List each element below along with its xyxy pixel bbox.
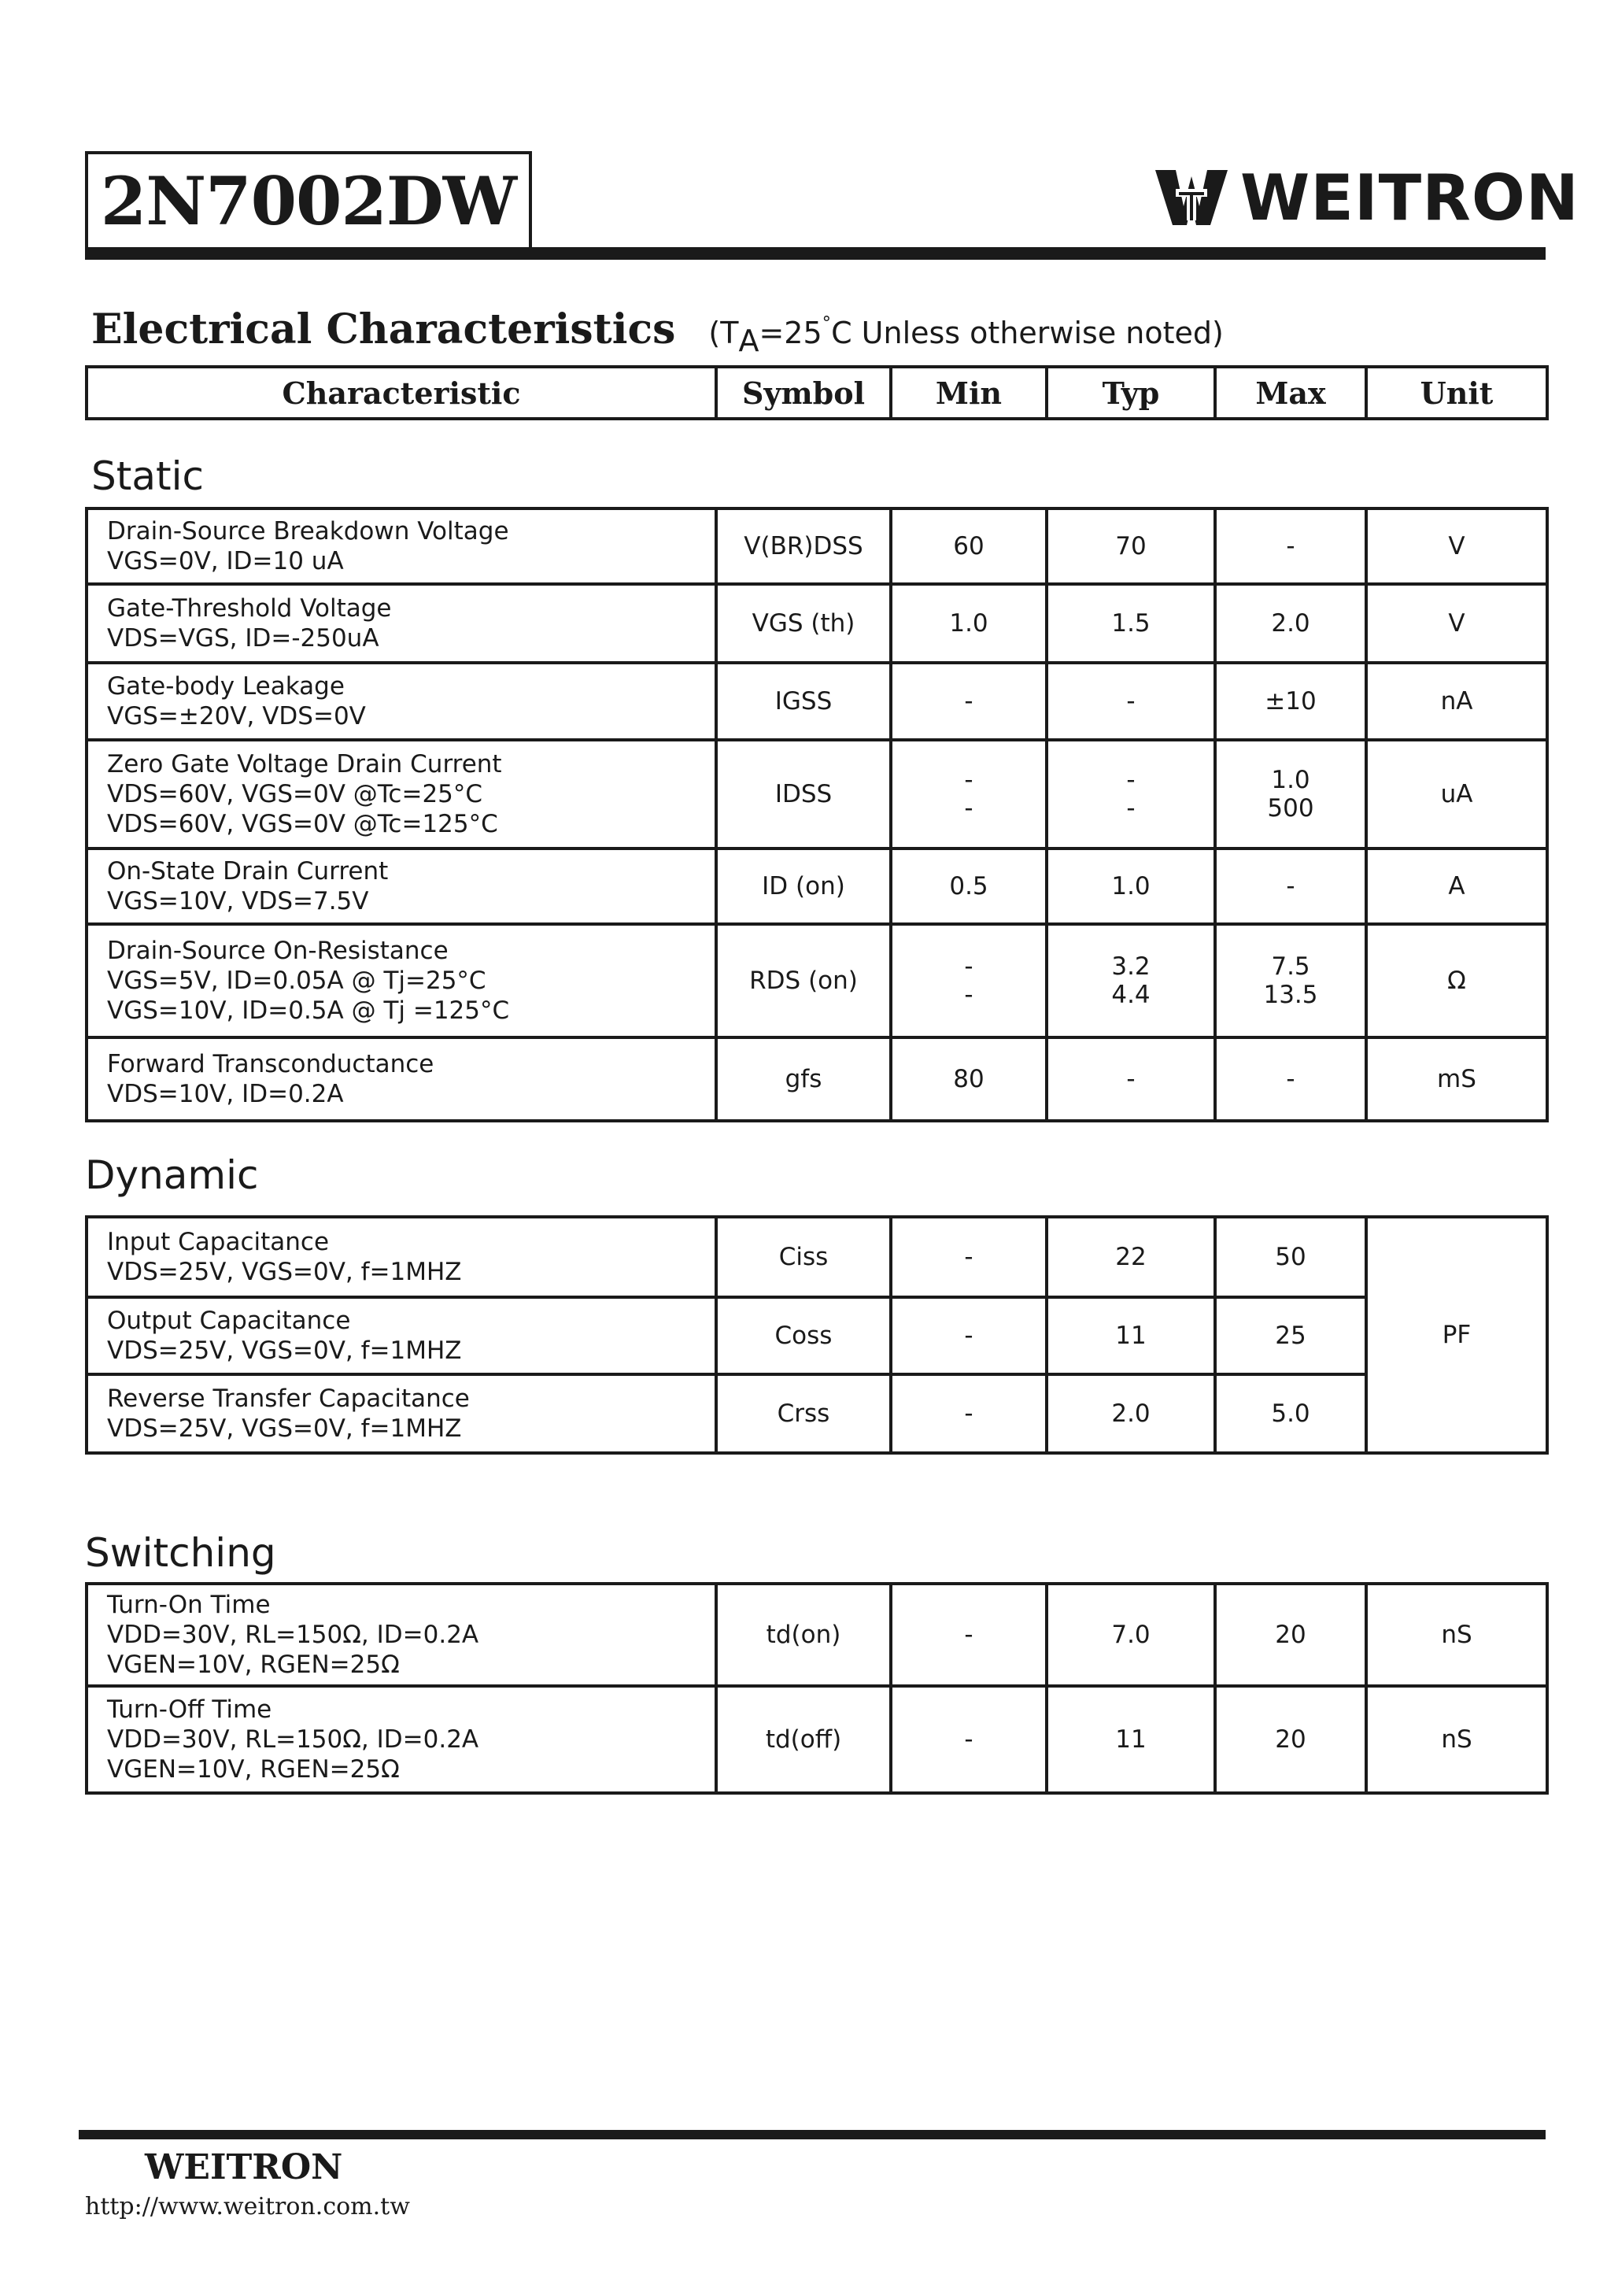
- typ-cell: [1047, 1297, 1215, 1374]
- symbol-cell: RDS (on): [716, 924, 891, 1037]
- typ-value: 11: [1115, 1322, 1147, 1350]
- min-cell: [891, 924, 1047, 1037]
- symbol-cell: td(off): [716, 1686, 891, 1793]
- table-row: [87, 1217, 1547, 1297]
- characteristic-name: Forward Transconductance: [107, 1050, 434, 1078]
- max-value: 20: [1275, 1725, 1306, 1754]
- characteristic-name: Gate-Threshold Voltage: [107, 594, 392, 623]
- table-row: [87, 663, 1547, 740]
- characteristic-cell: [87, 740, 716, 849]
- max-cell: [1215, 1686, 1366, 1793]
- min-value: -: [964, 1621, 973, 1649]
- typ-cell: [1047, 584, 1215, 663]
- max-cell: [1215, 849, 1366, 924]
- typ-cell: [1047, 508, 1215, 584]
- min-cell: [891, 1037, 1047, 1121]
- typ-value: 11: [1115, 1725, 1147, 1754]
- typ-value: -: [1126, 766, 1136, 794]
- min-value: 80: [953, 1065, 984, 1093]
- characteristic-name: Drain-Source On-Resistance: [107, 937, 449, 965]
- max-cell: [1215, 924, 1366, 1037]
- test-condition: VDD=30V, RL=150Ω, ID=0.2A: [107, 1621, 479, 1649]
- typ-cell: [1047, 1037, 1215, 1121]
- characteristic-name: Gate-body Leakage: [107, 672, 345, 701]
- typ-cell: [1047, 1217, 1215, 1297]
- weitron-logo-icon: [1152, 165, 1231, 230]
- max-cell: [1215, 1037, 1366, 1121]
- table-row: [87, 1584, 1547, 1686]
- min-value: -: [964, 1725, 973, 1754]
- max-cell: [1215, 1374, 1366, 1453]
- unit-cell: V: [1366, 584, 1547, 663]
- max-cell: [1215, 740, 1366, 849]
- max-value: 13.5: [1263, 981, 1318, 1009]
- max-cell: [1215, 663, 1366, 740]
- typ-value: 3.2: [1111, 952, 1151, 981]
- footer-rule: [79, 2130, 1546, 2139]
- characteristic-name: Turn-On Time: [107, 1591, 271, 1619]
- typ-cell: [1047, 740, 1215, 849]
- min-cell: [891, 1217, 1047, 1297]
- table-row: [87, 508, 1547, 584]
- max-cell: [1215, 1297, 1366, 1374]
- max-cell: [1215, 1217, 1366, 1297]
- max-value: 50: [1275, 1243, 1306, 1271]
- test-condition: VDS=10V, ID=0.2A: [107, 1080, 344, 1108]
- typ-cell: [1047, 663, 1215, 740]
- characteristic-cell: [87, 1686, 716, 1793]
- test-condition: VDS=25V, VGS=0V, f=1MHZ: [107, 1337, 462, 1365]
- table-row: [87, 1037, 1547, 1121]
- typ-cell: [1047, 924, 1215, 1037]
- characteristic-name: Output Capacitance: [107, 1307, 351, 1335]
- column-header: Symbol: [716, 367, 891, 419]
- max-cell: [1215, 584, 1366, 663]
- max-value: 20: [1275, 1621, 1306, 1649]
- test-condition: VDS=60V, VGS=0V @Tc=25°C: [107, 780, 483, 808]
- section-label-dynamic: Dynamic: [85, 1152, 259, 1198]
- footer-url[interactable]: http://www.weitron.com.tw: [85, 2193, 410, 2220]
- characteristic-cell: [87, 584, 716, 663]
- typ-value: 70: [1115, 532, 1147, 560]
- dynamic-table: [85, 1215, 1549, 1455]
- unit-cell: V: [1366, 508, 1547, 584]
- min-value: -: [964, 981, 973, 1009]
- typ-value: 4.4: [1111, 981, 1151, 1009]
- max-value: 5.0: [1271, 1399, 1310, 1428]
- typ-cell: [1047, 1584, 1215, 1686]
- max-value: ±10: [1265, 687, 1317, 715]
- min-value: 1.0: [949, 609, 988, 638]
- max-value: 2.0: [1271, 609, 1310, 638]
- test-condition: VDD=30V, RL=150Ω, ID=0.2A: [107, 1725, 479, 1754]
- typ-value: 2.0: [1111, 1399, 1151, 1428]
- characteristic-cell: [87, 508, 716, 584]
- min-cell: [891, 1584, 1047, 1686]
- min-value: -: [964, 1243, 973, 1271]
- symbol-cell: td(on): [716, 1584, 891, 1686]
- typ-value: -: [1126, 687, 1136, 715]
- typ-value: 7.0: [1111, 1621, 1151, 1649]
- characteristic-name: Input Capacitance: [107, 1228, 330, 1256]
- characteristic-name: Drain-Source Breakdown Voltage: [107, 517, 509, 545]
- section-label-switching: Switching: [85, 1530, 276, 1576]
- test-condition: VGEN=10V, RGEN=25Ω: [107, 1651, 400, 1679]
- column-header: Min: [891, 367, 1047, 419]
- min-value: 0.5: [949, 872, 988, 900]
- min-value: -: [964, 687, 973, 715]
- min-cell: [891, 584, 1047, 663]
- symbol-cell: V(BR)DSS: [716, 508, 891, 584]
- characteristic-cell: [87, 1037, 716, 1121]
- table-row: [87, 849, 1547, 924]
- symbol-cell: Ciss: [716, 1217, 891, 1297]
- test-condition: VGS=±20V, VDS=0V: [107, 702, 366, 730]
- weitron-logo: [1152, 162, 1579, 233]
- unit-cell: uA: [1366, 740, 1547, 849]
- table-row: [87, 584, 1547, 663]
- test-condition: VDS=25V, VGS=0V, f=1MHZ: [107, 1414, 462, 1443]
- table-row: [87, 1374, 1547, 1453]
- typ-value: 1.5: [1111, 609, 1151, 638]
- min-value: -: [964, 952, 973, 981]
- symbol-cell: Coss: [716, 1297, 891, 1374]
- max-cell: [1215, 508, 1366, 584]
- min-cell: [891, 508, 1047, 584]
- logo-text: WEITRON: [1240, 161, 1579, 235]
- symbol-cell: ID (on): [716, 849, 891, 924]
- min-value: -: [964, 1322, 973, 1350]
- max-value: -: [1286, 1065, 1295, 1093]
- test-condition: VGS=5V, ID=0.05A @ Tj=25°C: [107, 967, 486, 995]
- unit-cell: PF: [1366, 1217, 1547, 1453]
- characteristic-name: Reverse Transfer Capacitance: [107, 1385, 470, 1413]
- min-value: 60: [953, 532, 984, 560]
- typ-cell: [1047, 1686, 1215, 1793]
- min-value: -: [964, 766, 973, 794]
- test-condition: VGS=0V, ID=10 uA: [107, 547, 344, 575]
- max-value: -: [1286, 532, 1295, 560]
- unit-cell: A: [1366, 849, 1547, 924]
- column-header: Typ: [1047, 367, 1215, 419]
- min-value: -: [964, 1399, 973, 1428]
- characteristic-cell: [87, 1217, 716, 1297]
- header-rule: [85, 247, 1546, 260]
- typ-value: 22: [1115, 1243, 1147, 1271]
- characteristic-name: Turn-Off Time: [107, 1695, 272, 1724]
- typ-value: 1.0: [1111, 872, 1151, 900]
- test-condition: VGS=10V, VDS=7.5V: [107, 887, 369, 915]
- max-value: 500: [1267, 794, 1314, 823]
- characteristic-cell: [87, 1374, 716, 1453]
- table-row: [87, 740, 1547, 849]
- typ-value: -: [1126, 1065, 1136, 1093]
- column-header-row: [87, 367, 1547, 419]
- max-value: 25: [1275, 1322, 1306, 1350]
- unit-cell: Ω: [1366, 924, 1547, 1037]
- min-cell: [891, 1374, 1047, 1453]
- characteristic-cell: [87, 849, 716, 924]
- unit-cell: mS: [1366, 1037, 1547, 1121]
- footer-brand: WEITRON: [145, 2147, 343, 2187]
- unit-cell: nS: [1366, 1584, 1547, 1686]
- characteristic-name: On-State Drain Current: [107, 857, 389, 885]
- static-table: [85, 507, 1549, 1122]
- characteristic-cell: [87, 924, 716, 1037]
- column-header: Unit: [1366, 367, 1547, 419]
- test-condition: VDS=25V, VGS=0V, f=1MHZ: [107, 1258, 462, 1286]
- min-cell: [891, 1686, 1047, 1793]
- section-heading: [91, 305, 1224, 358]
- min-cell: [891, 849, 1047, 924]
- switching-table: [85, 1582, 1549, 1795]
- characteristic-cell: [87, 1297, 716, 1374]
- typ-value: -: [1126, 794, 1136, 823]
- typ-cell: [1047, 1374, 1215, 1453]
- test-condition: VGEN=10V, RGEN=25Ω: [107, 1755, 400, 1784]
- column-header: Max: [1215, 367, 1366, 419]
- symbol-cell: IGSS: [716, 663, 891, 740]
- min-cell: [891, 1297, 1047, 1374]
- max-value: 1.0: [1271, 766, 1310, 794]
- typ-cell: [1047, 849, 1215, 924]
- unit-cell: nS: [1366, 1686, 1547, 1793]
- symbol-cell: IDSS: [716, 740, 891, 849]
- min-value: -: [964, 794, 973, 823]
- characteristic-name: Zero Gate Voltage Drain Current: [107, 750, 502, 778]
- test-condition: VDS=60V, VGS=0V @Tc=125°C: [107, 810, 498, 838]
- unit-cell: nA: [1366, 663, 1547, 740]
- test-condition: VDS=VGS, ID=-250uA: [107, 624, 379, 653]
- symbol-cell: gfs: [716, 1037, 891, 1121]
- part-number: 2N7002DW: [85, 151, 532, 247]
- max-cell: [1215, 1584, 1366, 1686]
- max-value: -: [1286, 872, 1295, 900]
- max-value: 7.5: [1271, 952, 1310, 981]
- test-condition: VGS=10V, ID=0.5A @ Tj =125°C: [107, 996, 510, 1025]
- heading-title: Electrical Characteristics: [91, 305, 676, 353]
- characteristic-cell: [87, 1584, 716, 1686]
- min-cell: [891, 663, 1047, 740]
- section-label-static: Static: [91, 453, 204, 499]
- min-cell: [891, 740, 1047, 849]
- characteristic-cell: [87, 663, 716, 740]
- column-header: Characteristic: [87, 367, 716, 419]
- table-row: [87, 1686, 1547, 1793]
- symbol-cell: VGS (th): [716, 584, 891, 663]
- table-row: [87, 1297, 1547, 1374]
- column-header-table: [85, 365, 1549, 420]
- heading-condition: ($T_A=25^\circ C$ Unless otherwise noted): [708, 312, 1224, 358]
- symbol-cell: Crss: [716, 1374, 891, 1453]
- table-row: [87, 924, 1547, 1037]
